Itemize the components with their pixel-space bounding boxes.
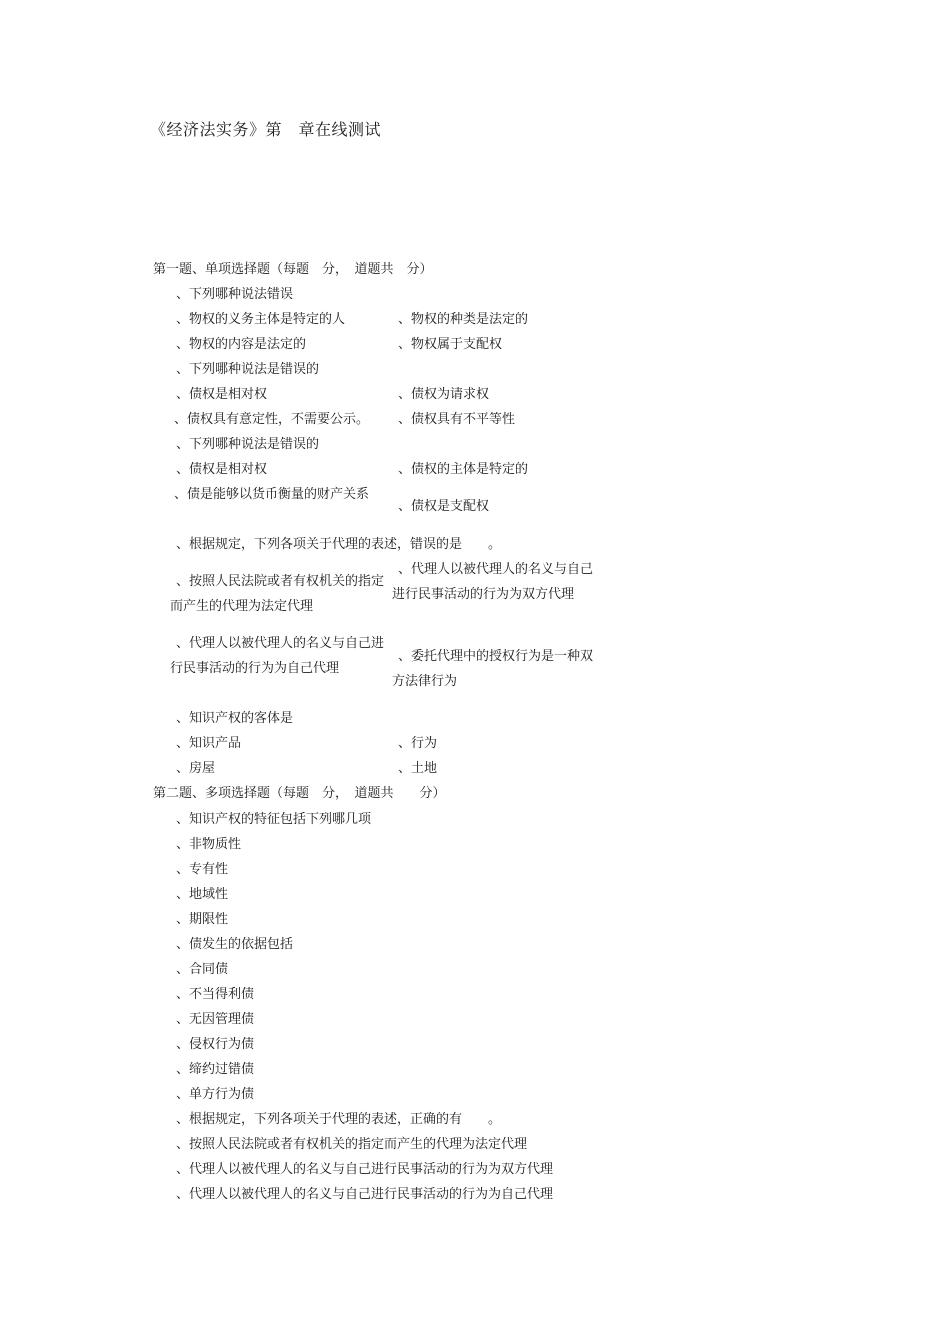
option-b[interactable]: 、行为 (398, 736, 438, 751)
option-b[interactable]: 、物权的种类是法定的 (398, 312, 529, 327)
question-stem: 、知识产权的特征包括下列哪几项 (176, 812, 372, 827)
option-b[interactable]: 、代理人以被代理人的名义与自己进行民事活动的行为为双方代理 (392, 562, 594, 602)
option-d[interactable]: 、侵权行为债 (176, 1037, 255, 1052)
option-c[interactable]: 、物权的内容是法定的 (176, 337, 307, 352)
option-d[interactable]: 、土地 (398, 761, 438, 776)
option-a[interactable]: 、知识产品 (176, 736, 242, 751)
question-stem: 、根据规定，下列各项关于代理的表述，错误的是 。 (176, 537, 502, 552)
option-a[interactable]: 、债权是相对权 (176, 387, 268, 402)
option-a[interactable]: 、合同债 (176, 962, 229, 977)
option-a[interactable]: 、物权的义务主体是特定的人 (176, 312, 346, 327)
option-c[interactable]: 、地域性 (176, 887, 229, 902)
section-heading-single-choice: 第一题、单项选择题（每题 分， 道题共 分） (153, 262, 433, 277)
option-c[interactable]: 、债是能够以货币衡量的财产关系 (174, 487, 370, 502)
option-a[interactable]: 、按照人民法院或者有权机关的指定而产生的代理为法定代理 (170, 574, 385, 614)
option-b[interactable]: 、专有性 (176, 862, 229, 877)
option-e[interactable]: 、缔约过错债 (176, 1062, 255, 1077)
option-d[interactable]: 、委托代理中的授权行为是一种双方法律行为 (392, 649, 594, 689)
option-c[interactable]: 、代理人以被代理人的名义与自己进行民事活动的行为为自己代理 (176, 1187, 554, 1202)
question-stem: 、根据规定，下列各项关于代理的表述，正确的有 。 (176, 1112, 502, 1127)
option-b[interactable]: 、债权的主体是特定的 (398, 462, 529, 477)
question-stem: 、下列哪种说法是错误的 (176, 437, 320, 452)
option-f[interactable]: 、单方行为债 (176, 1087, 255, 1102)
question-stem: 、知识产权的客体是 (176, 711, 294, 726)
option-c[interactable]: 、无因管理债 (176, 1012, 255, 1027)
option-d[interactable]: 、债权是支配权 (398, 499, 490, 514)
question-stem: 、下列哪种说法是错误的 (176, 362, 320, 377)
question-stem: 、下列哪种说法错误 (176, 287, 294, 302)
option-a[interactable]: 、按照人民法院或者有权机关的指定而产生的代理为法定代理 (176, 1137, 528, 1152)
section-heading-multiple-choice: 第二题、多项选择题（每题 分， 道题共 分） (153, 786, 446, 801)
option-d[interactable]: 、物权属于支配权 (398, 337, 503, 352)
option-a[interactable]: 、非物质性 (176, 837, 242, 852)
option-b[interactable]: 、不当得利债 (176, 987, 255, 1002)
question-stem: 、债发生的依据包括 (176, 937, 294, 952)
option-d[interactable]: 、期限性 (176, 912, 229, 927)
option-b[interactable]: 、代理人以被代理人的名义与自己进行民事活动的行为为双方代理 (176, 1162, 554, 1177)
option-a[interactable]: 、债权是相对权 (176, 462, 268, 477)
option-c[interactable]: 、债权具有意定性，不需要公示。 (174, 412, 370, 427)
document-title: 《经济法实务》第 章在线测试 (150, 120, 382, 139)
option-c[interactable]: 、代理人以被代理人的名义与自己进行民事活动的行为为自己代理 (170, 636, 385, 676)
option-c[interactable]: 、房屋 (176, 761, 216, 776)
option-d[interactable]: 、债权具有不平等性 (398, 412, 516, 427)
option-b[interactable]: 、债权为请求权 (398, 387, 490, 402)
